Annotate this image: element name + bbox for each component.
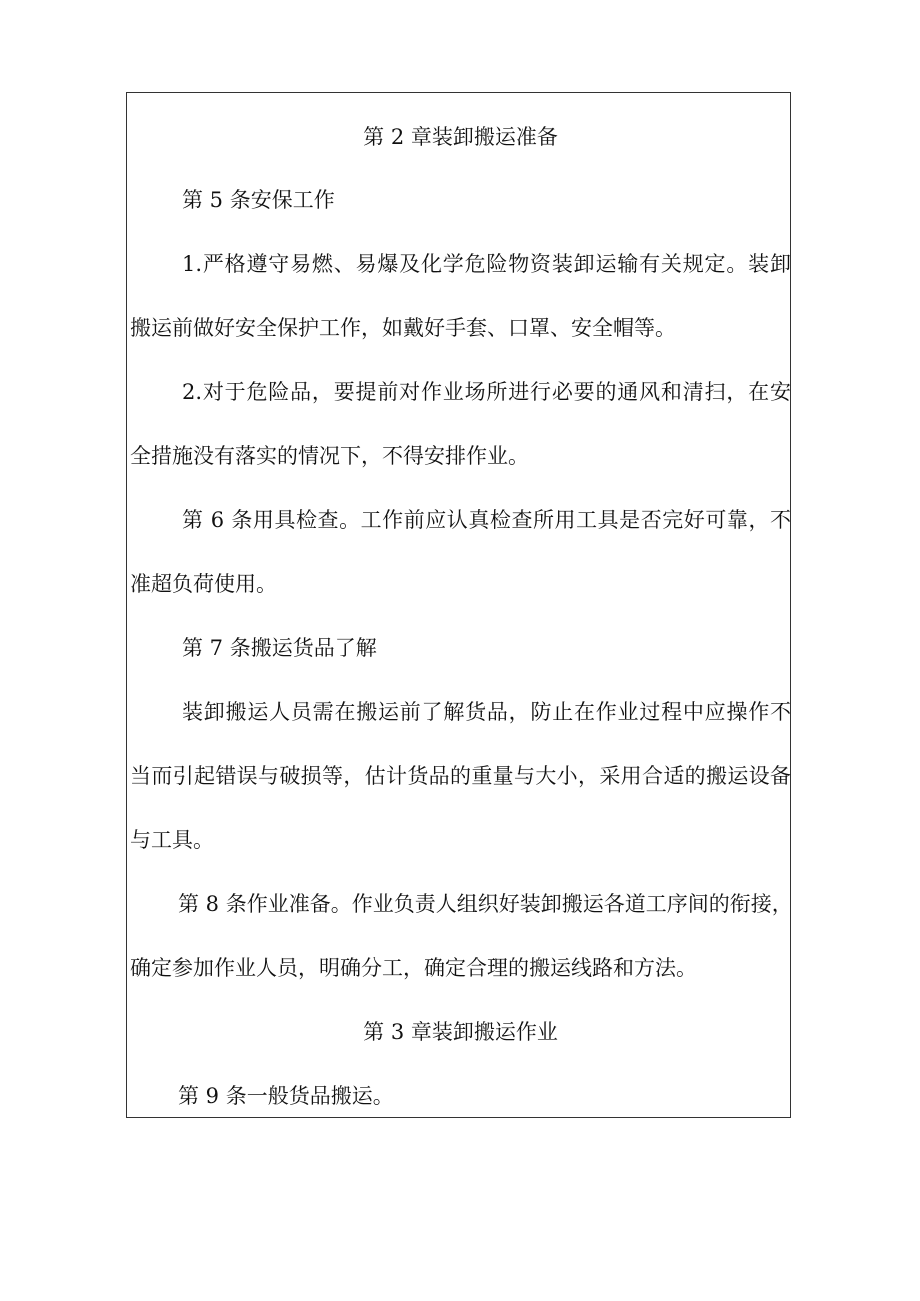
paragraph-line: 确定参加作业人员，明确分工，确定合理的搬运线路和方法。 — [130, 956, 697, 980]
article-6-line: 第 6 条用具检查。工作前应认真检查所用工具是否完好可靠，不 — [182, 508, 791, 532]
paragraph-line: 当而引起错误与破损等，估计货品的重量与大小，采用合适的搬运设备 — [130, 764, 791, 788]
paragraph-line: 2.对于危险品，要提前对作业场所进行必要的通风和清扫，在安 — [182, 380, 791, 404]
paragraph-line: 与工具。 — [130, 828, 214, 852]
paragraph-line: 1.严格遵守易燃、易爆及化学危险物资装卸运输有关规定。装卸 — [182, 252, 791, 276]
paragraph-line: 全措施没有落实的情况下，不得安排作业。 — [130, 444, 529, 468]
article-8-line: 第 8 条作业准备。作业负责人组织好装卸搬运各道工序间的衔接， — [178, 892, 793, 916]
chapter-3-heading: 第 3 章装卸搬运作业 — [363, 1020, 558, 1044]
article-7-heading: 第 7 条搬运货品了解 — [182, 636, 377, 660]
article-5-heading: 第 5 条安保工作 — [182, 188, 335, 212]
paragraph-line: 装卸搬运人员需在搬运前了解货品，防止在作业过程中应操作不 — [182, 700, 791, 724]
article-9-heading: 第 9 条一般货品搬运。 — [178, 1084, 394, 1108]
chapter-2-heading: 第 2 章装卸搬运准备 — [363, 125, 558, 149]
paragraph-line: 准超负荷使用。 — [130, 572, 277, 596]
paragraph-line: 搬运前做好安全保护工作，如戴好手套、口罩、安全帽等。 — [130, 316, 676, 340]
